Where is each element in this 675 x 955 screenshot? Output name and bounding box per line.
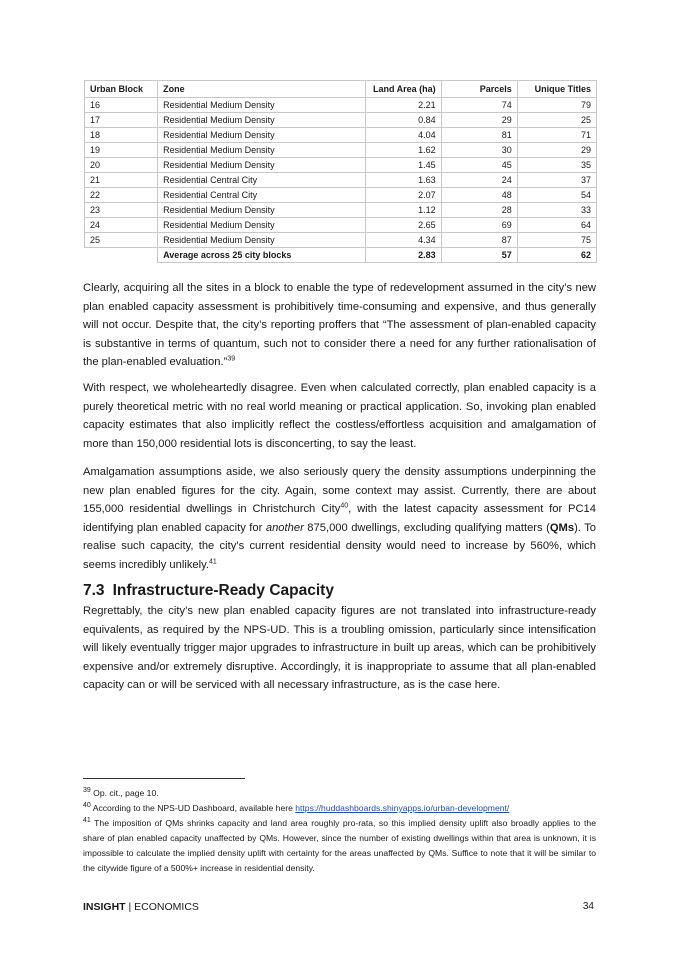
footnote-ref-41[interactable]: 41 [209, 557, 217, 565]
cell-unique-titles: 33 [517, 203, 596, 218]
col-header-parcels: Parcels [441, 81, 517, 98]
cell-land-area: 1.45 [365, 158, 441, 173]
cell-parcels: 74 [441, 98, 517, 113]
average-titles: 62 [517, 248, 596, 263]
cell-land-area: 1.62 [365, 143, 441, 158]
cell-parcels: 28 [441, 203, 517, 218]
average-land-area: 2.83 [365, 248, 441, 263]
cell-parcels: 69 [441, 218, 517, 233]
urban-block-table [84, 80, 597, 263]
cell-unique-titles: 64 [517, 218, 596, 233]
footnote-ref-39[interactable]: 39 [227, 355, 236, 363]
paragraph-3-qms-abbrev: QMs [549, 521, 575, 534]
cell-unique-titles: 37 [517, 173, 596, 188]
table-row [85, 173, 597, 188]
cell-parcels: 81 [441, 128, 517, 143]
footnote-text: Op. cit., page 10. [90, 788, 159, 798]
cell-unique-titles: 35 [517, 158, 596, 173]
cell-land-area: 2.21 [365, 98, 441, 113]
footnote-41 [83, 816, 596, 876]
average-label: Average across 25 city blocks [158, 248, 365, 263]
cell-urban-block: 18 [85, 128, 158, 143]
footnote-text: According to the NPS-UD Dashboard, available here [90, 803, 296, 813]
section-heading [83, 582, 334, 600]
paragraph-3-text-a: Amalgamation assumptions aside, we also seriously query the density assumptions underpinning the new plan enabled figures for the city. Again, some context may assist. Currently, there are about 155,000 residential dwellings in Christchurch City [83, 466, 596, 515]
cell-unique-titles: 71 [517, 128, 596, 143]
cell-unique-titles: 75 [517, 233, 596, 248]
table-row [85, 233, 597, 248]
section-title: Infrastructure-Ready Capacity [112, 582, 334, 599]
footnote-40 [83, 801, 596, 816]
table-average-row [85, 248, 597, 263]
cell-urban-block: 20 [85, 158, 158, 173]
dashboard-link[interactable]: https://huddashboards.shinyapps.io/urban-development/ [295, 803, 510, 813]
table-row [85, 113, 597, 128]
cell-zone: Residential Medium Density [158, 203, 365, 218]
footnote-text: The imposition of QMs shrinks capacity and land area roughly pro-rata, so this implied density uplift also broadly applies to the share of plan enabled capacity unaffected by QMs. However, since the number of existing dwellings within that area is unknown, it is impossible to calculate the implied density uplift with certainty for the areas unaffected by QMs. Suffice to note that it will be similar to the citywide figure of a 500%+ increase in residential density. [83, 818, 596, 873]
cell-land-area: 1.63 [365, 173, 441, 188]
cell-unique-titles: 79 [517, 98, 596, 113]
cell-zone: Residential Medium Density [158, 233, 365, 248]
cell-blank [85, 248, 158, 263]
col-header-unique-titles: Unique Titles [517, 81, 596, 98]
footnote-number: 39 [83, 787, 91, 795]
cell-urban-block: 21 [85, 173, 158, 188]
cell-land-area: 4.34 [365, 233, 441, 248]
paragraph-3 [83, 463, 596, 574]
footer-separator: | [125, 901, 135, 913]
footer-brand: INSIGHT [83, 901, 126, 913]
col-header-zone: Zone [158, 81, 365, 98]
table-row [85, 188, 597, 203]
cell-zone: Residential Medium Density [158, 218, 365, 233]
cell-zone: Residential Medium Density [158, 143, 365, 158]
paragraph-1-text: Clearly, acquiring all the sites in a block to enable the type of redevelopment assumed in the city’s new plan enabled capacity assessment is prohibitively time-consuming and expensive, and thus generally will not occur. Despite that, the city’s reporting proffers that “The assessment of plan-enabled capacity is substantive in terms of quantum, such not to consider there a need for any further rationalisation of the plan-enabled evaluation.” [83, 282, 596, 368]
table-row [85, 128, 597, 143]
cell-urban-block: 22 [85, 188, 158, 203]
cell-urban-block: 19 [85, 143, 158, 158]
cell-unique-titles: 29 [517, 143, 596, 158]
cell-land-area: 1.12 [365, 203, 441, 218]
footnote-39 [83, 786, 596, 801]
section-number: 7.3 [83, 582, 105, 599]
col-header-land-area: Land Area (ha) [365, 81, 441, 98]
cell-parcels: 48 [441, 188, 517, 203]
cell-urban-block: 23 [85, 203, 158, 218]
table-header-row [85, 81, 597, 98]
cell-zone: Residential Central City [158, 188, 365, 203]
cell-parcels: 29 [441, 113, 517, 128]
cell-zone: Residential Medium Density [158, 98, 365, 113]
table-row [85, 218, 597, 233]
cell-parcels: 24 [441, 173, 517, 188]
paragraph-4: Regrettably, the city’s new plan enabled capacity figures are not translated into infrastructure-ready equivalents, as required by the NPS-UD. This is a troubling omission, particularly since intensification will likely eventually trigger major upgrades to infrastructure in built up areas, which can be prohibitively expensive and/or extremely disruptive. Accordingly, it is inappropriate to assume that all plan-enabled capacity can or will be serviced with all necessary infrastructure, as is the case here. [83, 605, 596, 691]
cell-parcels: 87 [441, 233, 517, 248]
cell-parcels: 30 [441, 143, 517, 158]
cell-parcels: 45 [441, 158, 517, 173]
paragraph-3-text-d: ). To realise such capacity, the city’s current residential density would need to increase by 560%, which seems incredibly unlikely. [83, 521, 597, 571]
paragraph-3-emphasis: another [265, 521, 304, 534]
cell-urban-block: 24 [85, 218, 158, 233]
footnote-divider [83, 778, 245, 779]
table-row [85, 158, 597, 173]
cell-zone: Residential Medium Density [158, 128, 365, 143]
table-row [85, 98, 597, 113]
cell-unique-titles: 54 [517, 188, 596, 203]
paragraph-3-text-c: 875,000 dwellings, excluding qualifying matters ( [303, 521, 550, 534]
cell-urban-block: 17 [85, 113, 158, 128]
cell-urban-block: 16 [85, 98, 158, 113]
paragraph-1 [83, 279, 596, 372]
cell-land-area: 2.65 [365, 218, 441, 233]
cell-land-area: 0.84 [365, 113, 441, 128]
cell-unique-titles: 25 [517, 113, 596, 128]
paragraph-2: With respect, we wholeheartedly disagree. Even when calculated correctly, plan enabled capacity is a purely theoretical metric with no real world meaning or practical application. So, invoking plan enabled capacity estimates that also implicitly reflect the costless/effortless acquisition and amalgamation of more than 150,000 residential lots is disconcerting, to say the least. [83, 382, 596, 450]
cell-zone: Residential Central City [158, 173, 365, 188]
table-row [85, 143, 597, 158]
footnote-ref-40[interactable]: 40 [340, 502, 349, 510]
table-row [85, 203, 597, 218]
footer-brand-rest: ECONOMICS [134, 901, 199, 913]
page-footer [83, 901, 596, 913]
footnote-number: 41 [83, 817, 91, 825]
average-parcels: 57 [441, 248, 517, 263]
paragraph-3-text-b: , with the latest capacity assessment for PC14 identifying plan enabled capacity for [83, 503, 597, 534]
cell-urban-block: 25 [85, 233, 158, 248]
page-number: 34 [582, 901, 594, 912]
col-header-urban-block: Urban Block [85, 81, 158, 98]
cell-land-area: 4.04 [365, 128, 441, 143]
cell-zone: Residential Medium Density [158, 158, 365, 173]
cell-zone: Residential Medium Density [158, 113, 365, 128]
footnotes [83, 786, 596, 876]
footnote-number: 40 [83, 802, 91, 810]
cell-land-area: 2.07 [365, 188, 441, 203]
